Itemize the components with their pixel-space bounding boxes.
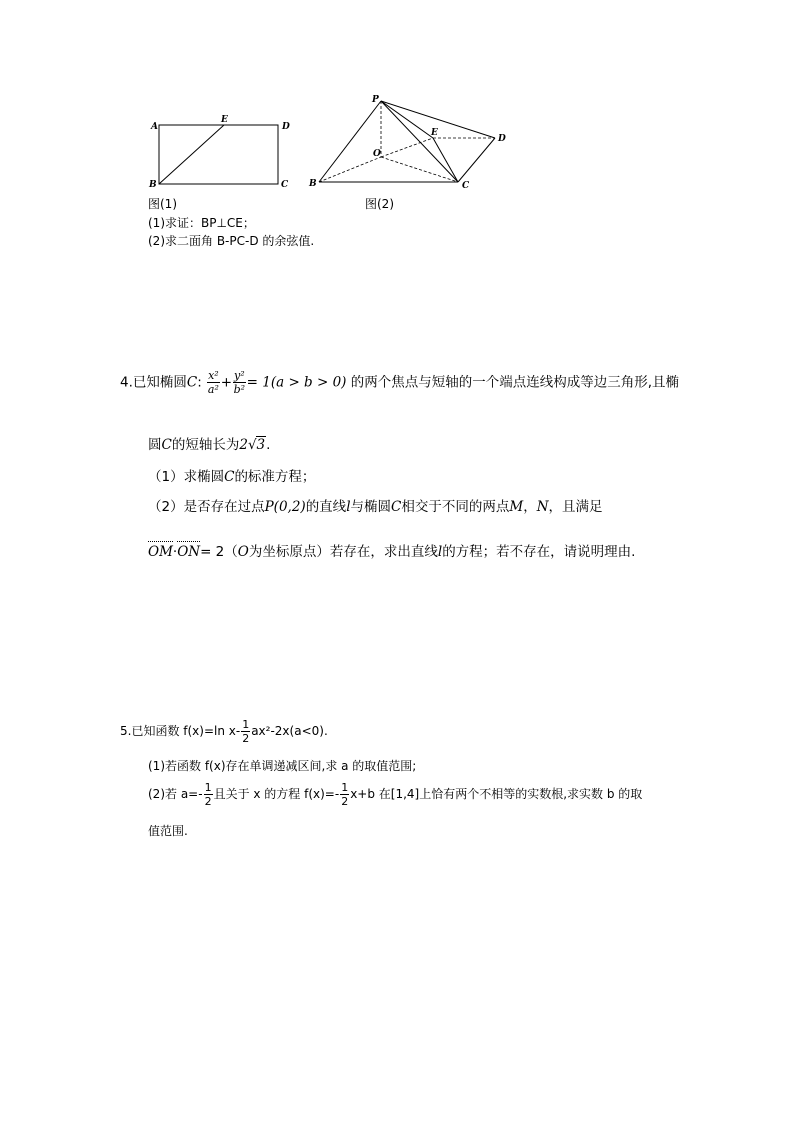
q5-part2-c: x+b 在[1,4]上恰有两个不相等的实数根,求实数 b 的取 <box>350 787 643 801</box>
label-A: A <box>151 122 158 132</box>
q5-part2-frac2 <box>340 782 349 807</box>
q4-line2-num: 2 <box>239 437 248 453</box>
q4-line2 <box>148 433 270 453</box>
q4-line2-pre: 圆 <box>148 437 162 453</box>
q5-frac <box>241 719 250 744</box>
q3-part1: (1)求证：BP⊥CE； <box>148 216 255 230</box>
q4-part2-end: 的方程；若不存在，请说明理由. <box>442 544 636 560</box>
q4-frac-y-den: b² <box>233 383 246 396</box>
q4-part1-end: 的标准方程； <box>234 469 316 485</box>
q4-ellipse-var: C <box>186 374 198 391</box>
vector-on: ON <box>177 544 201 560</box>
label-C: C <box>281 180 289 190</box>
q4-part2-c: 与椭圆 <box>350 499 392 515</box>
q4-o-desc: 为坐标原点）若存在，求出直线 <box>248 544 438 560</box>
q4-part2-M: M <box>509 499 524 515</box>
label-D: D <box>282 122 290 132</box>
q4-part2-d: 相交于不同的两点 <box>401 499 510 515</box>
q4-line1 <box>120 370 679 395</box>
q4-part2-var: C <box>391 499 402 515</box>
q5-part2-line1 <box>148 782 642 807</box>
q4-eq-rest: = 1(a > b > 0) <box>246 374 347 391</box>
label-D2: D <box>498 134 506 144</box>
label-E2: E <box>431 128 438 138</box>
label-B2: B <box>309 179 317 189</box>
q4-part2-comma: ， <box>523 499 537 515</box>
figure-1-rectangle <box>140 110 310 195</box>
q4-part1-text: （1）求椭圆 <box>148 469 225 485</box>
q4-part2-l: l <box>346 499 351 515</box>
q5-intro: 已知函数 f(x)=ln x- <box>131 724 241 738</box>
q4-line2-rad: 3 <box>256 437 266 453</box>
q4-part2-a: （2）是否存在过点 <box>148 499 265 515</box>
q5-part2-line2: 值范围. <box>148 824 188 838</box>
q5-line1 <box>120 719 328 744</box>
label-B: B <box>149 180 157 190</box>
q4-line2-var: C <box>161 437 172 453</box>
q3-part2: (2)求二面角 B-PC-D 的余弦值. <box>148 234 315 248</box>
edge-cd <box>458 138 495 182</box>
q5-part2-frac1-den: 2 <box>204 795 212 808</box>
edge-pe <box>381 101 433 138</box>
q4-frac-x-den: a² <box>207 383 219 396</box>
q4-frac-y-num: y² <box>234 369 245 382</box>
q5-frac-num: 1 <box>242 718 250 731</box>
q4-line2-end: . <box>266 437 271 453</box>
q5-part2-b: 且关于 x 的方程 f(x)=- <box>213 787 340 801</box>
sqrt-sign-icon: √ <box>247 437 257 453</box>
q4-part2-e: ，且满足 <box>548 499 603 515</box>
q4-number: 4. <box>120 374 133 391</box>
q4-frac-x-num: x² <box>208 369 219 382</box>
segment-be <box>159 125 224 184</box>
q4-dot: · <box>172 544 178 560</box>
edge-pb <box>319 101 381 182</box>
figure-2-pyramid <box>300 90 520 195</box>
q5-part2-a: (2)若 a=- <box>148 787 203 801</box>
q4-frac-y <box>233 370 246 395</box>
vector-om: OM <box>148 544 173 560</box>
q5-part2-frac1-num: 1 <box>204 781 212 794</box>
q4-eq2: = 2（ <box>200 544 238 560</box>
figure-1-caption: 图(1) <box>148 197 177 211</box>
q4-intro: 已知椭圆 <box>132 374 187 391</box>
label-C2: C <box>462 181 470 191</box>
figure-2-caption: 图(2) <box>365 197 394 211</box>
q4-condition: 的两个焦点与短轴的一个端点连线构成等边三角形,且椭 <box>350 374 680 391</box>
q5-number: 5. <box>120 724 132 738</box>
label-P: P <box>372 95 379 105</box>
label-O: O <box>373 149 381 159</box>
q4-l-var: l <box>437 544 443 560</box>
q4-frac-x <box>207 370 220 395</box>
q4-part2-line1 <box>148 495 603 515</box>
q4-o-var: O <box>237 544 249 560</box>
q5-after: ax²-2x(a<0). <box>251 724 328 738</box>
q4-plus: + <box>220 374 233 391</box>
q5-part2-frac1 <box>204 782 213 807</box>
q5-part1: (1)若函数 f(x)存在单调递减区间,求 a 的取值范围; <box>148 759 417 773</box>
q4-part2-N: N <box>536 499 549 515</box>
q4-part2-point: P(0,2) <box>264 499 306 515</box>
q4-colon: : <box>197 374 202 391</box>
q4-part1 <box>148 465 315 485</box>
rectangle-abcd <box>159 125 278 184</box>
q4-line2-mid: 的短轴长为 <box>171 437 240 453</box>
q4-part1-var: C <box>224 469 235 485</box>
q5-frac-den: 2 <box>242 732 250 745</box>
label-E: E <box>221 115 228 125</box>
q5-part2-frac2-num: 1 <box>341 781 349 794</box>
q5-part2-frac2-den: 2 <box>341 795 349 808</box>
q4-part2-line2 <box>148 540 635 560</box>
q4-part2-b: 的直线 <box>305 499 347 515</box>
